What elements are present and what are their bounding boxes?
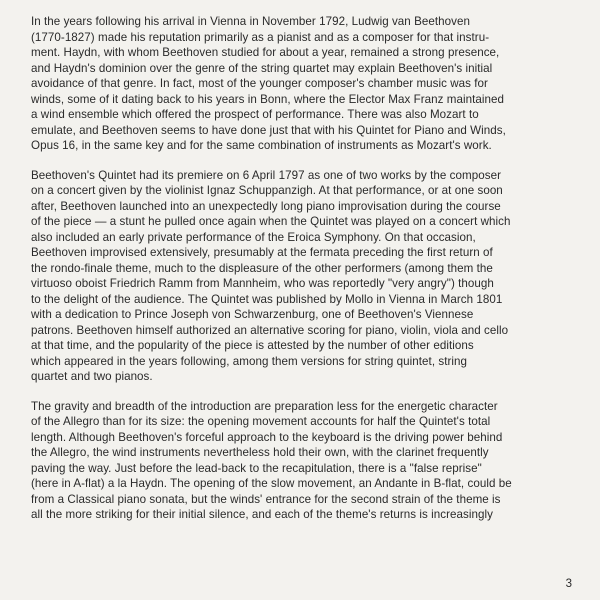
booklet-page bbox=[31, 14, 575, 537]
text-line: The gravity and breadth of the introduction are preparation less for the energetic character bbox=[31, 399, 498, 413]
text-line: with a dedication to Prince Joseph von Schwarzenburg, one of Beethoven's Viennese bbox=[31, 308, 474, 321]
text-line: ment. Haydn, with whom Beethoven studied for about a year, remained a strong presence, bbox=[31, 46, 500, 59]
text-line: after, Beethoven launched into an unexpectedly long piano improvisation during the course bbox=[31, 199, 501, 213]
text-line: avoidance of that genre. In fact, most of the younger composer's chamber music was for bbox=[31, 77, 488, 90]
text-line: at that time, and the popularity of the piece is attested by the number of other editions bbox=[31, 339, 474, 352]
text-line: and Haydn's dominion over the genre of the string quartet may explain Beethoven's initial bbox=[31, 61, 493, 75]
text-line: In the years following his arrival in Vienna in November 1792, Ludwig van Beethoven bbox=[31, 15, 470, 28]
text-line: of the piece — a stunt he pulled once again when the Quintet was played on a concert which bbox=[31, 215, 511, 228]
text-line: of the Allegro than for its size: the opening movement accounts for half the Quintet's total bbox=[31, 415, 491, 428]
page-number: 3 bbox=[565, 578, 572, 590]
text-line: the rondo-finale theme, much to the displeasure of the other performers (among them the bbox=[31, 261, 493, 275]
text-line: a wind ensemble which offered the prospect of performance. There was also Mozart to bbox=[31, 108, 479, 121]
text-line: winds, some of it dating back to his years in Bonn, where the Elector Max Franz maintained bbox=[31, 92, 504, 106]
text-line: (here in A-flat) a la Haydn. The opening of the slow movement, an Andante in B-flat, could be bbox=[31, 477, 512, 490]
text-line: quartet and two pianos. bbox=[31, 370, 153, 383]
text-line: also included an early private performance of the Eroica Symphony. On that occasion, bbox=[31, 230, 476, 244]
text-line: which appeared in the years following, among them versions for string quintet, string bbox=[31, 354, 468, 368]
text-line: length. Although Beethoven's forceful approach to the keyboard is the driving power behind bbox=[31, 430, 503, 444]
text-line: the Allegro, the wind instruments nevertheless hold their own, with the clarinet frequently bbox=[31, 446, 489, 459]
paragraph-analysis bbox=[31, 399, 575, 523]
text-line: patrons. Beethoven himself authorized an alternative scoring for piano, violin, viola and cello bbox=[31, 323, 509, 337]
text-line: emulate, and Beethoven seems to have done just that with his Quintet for Piano and Winds, bbox=[31, 123, 506, 137]
text-line: Opus 16, in the same key and for the same combination of instruments as Mozart's work. bbox=[31, 139, 492, 152]
text-line: virtuoso oboist Friedrich Ramm from Mannheim, who was reportedly "very angry") though bbox=[31, 277, 494, 290]
text-line: Beethoven's Quintet had its premiere on 6 April 1797 as one of two works by the composer bbox=[31, 168, 501, 182]
paragraph-premiere bbox=[31, 168, 575, 385]
paragraph-intro bbox=[31, 14, 575, 154]
text-line: Beethoven improvised extensively, presumably at the fermata preceding the first return of bbox=[31, 246, 493, 259]
text-line: paving the way. Just before the lead-back to the recapitulation, there is a "false reprise" bbox=[31, 461, 482, 475]
text-line: on a concert given by the violinist Ignaz Schuppanzigh. At that performance, or at one soon bbox=[31, 184, 503, 197]
text-line: to the delight of the audience. The Quintet was published by Mollo in Vienna in March 1801 bbox=[31, 292, 503, 306]
text-line: (1770-1827) made his reputation primarily as a pianist and as a composer for that instru- bbox=[31, 30, 490, 44]
text-line: from a Classical piano sonata, but the winds' entrance for the second strain of the theme is bbox=[31, 492, 501, 506]
text-line: all the more striking for their initial silence, and each of the theme's returns is increasingly bbox=[31, 508, 493, 521]
